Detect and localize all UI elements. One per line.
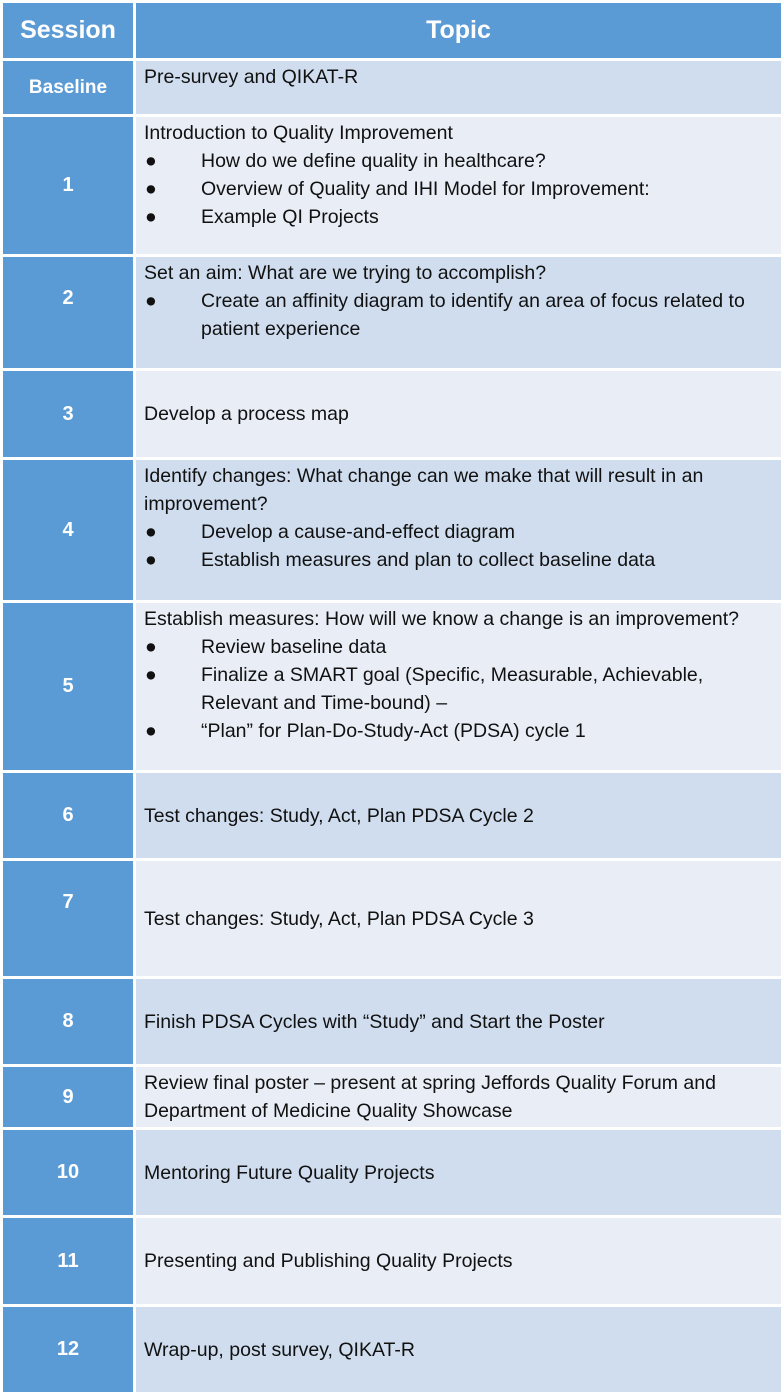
topic-cell: [135, 60, 783, 116]
session-cell: 4: [2, 459, 135, 602]
topic-cell: [135, 116, 783, 256]
topic-cell: [135, 1217, 783, 1306]
header-row: [2, 2, 783, 60]
table-row: [2, 1129, 783, 1217]
topic-title: Identify changes: What change can we make that will result in an improvement?: [144, 465, 704, 515]
table-row: [2, 60, 783, 116]
session-cell: 7: [2, 860, 135, 978]
session-cell: 8: [2, 978, 135, 1066]
session-cell: 2: [2, 256, 135, 370]
topic-cell: [135, 602, 783, 772]
table-row: [2, 1306, 783, 1394]
bullet-icon: ●: [145, 720, 157, 742]
session-cell: 9: [2, 1066, 135, 1129]
bullet-icon: ●: [145, 150, 157, 172]
session-cell: 12: [2, 1306, 135, 1394]
bullet-item: ● Overview of Quality and IHI Model for Improvement:: [144, 175, 773, 203]
topic-title: Introduction to Quality Improvement: [144, 122, 453, 144]
session-cell: 5: [2, 602, 135, 772]
table-row: [2, 256, 783, 370]
bullet-icon: ●: [145, 521, 157, 543]
bullet-item: ● “Plan” for Plan-Do-Study-Act (PDSA) cycle 1: [144, 717, 773, 745]
topic-cell: [135, 860, 783, 978]
table-row: [2, 116, 783, 256]
session-cell: 10: [2, 1129, 135, 1217]
table-row: [2, 459, 783, 602]
table-row: [2, 602, 783, 772]
topic-title: Establish measures: How will we know a change is an improvement?: [144, 608, 740, 630]
topic-cell: [135, 459, 783, 602]
topic-title: Wrap-up, post survey, QIKAT-R: [144, 1338, 415, 1361]
table-row: [2, 1066, 783, 1129]
topic-title: Test changes: Study, Act, Plan PDSA Cycle 2: [144, 804, 534, 827]
topic-cell: [135, 1066, 783, 1129]
table-row: [2, 772, 783, 860]
topic-cell: [135, 978, 783, 1066]
table-row: [2, 370, 783, 459]
topic-cell: [135, 1306, 783, 1394]
bullet-icon: ●: [145, 290, 157, 312]
bullet-item: ● Review baseline data: [144, 633, 773, 661]
topic-title: Set an aim: What are we trying to accomplish?: [144, 262, 547, 284]
bullet-item: ● Finalize a SMART goal (Specific, Measurable, Achievable, Relevant and Time-bound) –: [144, 661, 773, 717]
topic-cell: [135, 370, 783, 459]
topic-title: Test changes: Study, Act, Plan PDSA Cycle 3: [144, 907, 534, 930]
topic-cell: [135, 1129, 783, 1217]
topic-title: Pre-survey and QIKAT-R: [144, 66, 359, 88]
bullet-item: ● How do we define quality in healthcare?: [144, 147, 773, 175]
table-row: [2, 978, 783, 1066]
session-cell: 6: [2, 772, 135, 860]
topic-title: Review final poster – present at spring Jeffords Quality Forum and Department of Medicine Quality Showcase: [144, 1072, 716, 1122]
header-session: Session: [2, 2, 135, 60]
topic-title: Mentoring Future Quality Projects: [144, 1161, 435, 1184]
session-cell: 1: [2, 116, 135, 256]
session-cell: 3: [2, 370, 135, 459]
topic-cell: [135, 256, 783, 370]
table-row: [2, 860, 783, 978]
header-topic: Topic: [135, 2, 783, 60]
topic-title: Develop a process map: [144, 403, 349, 425]
bullet-icon: ●: [145, 549, 157, 571]
session-cell: 11: [2, 1217, 135, 1306]
table-row: [2, 1217, 783, 1306]
bullet-icon: ●: [145, 636, 157, 658]
session-cell: Baseline: [2, 60, 135, 116]
bullet-item: ● Establish measures and plan to collect baseline data: [144, 546, 773, 574]
bullet-icon: ●: [145, 206, 157, 228]
topic-cell: [135, 772, 783, 860]
bullet-icon: ●: [145, 178, 157, 200]
bullet-item: ● Create an affinity diagram to identify an area of focus related to patient experience: [144, 287, 773, 343]
bullet-item: ● Example QI Projects: [144, 203, 773, 231]
topic-title: Presenting and Publishing Quality Projects: [144, 1250, 513, 1272]
bullet-item: ● Develop a cause-and-effect diagram: [144, 518, 773, 546]
topic-title: Finish PDSA Cycles with “Study” and Start the Poster: [144, 1010, 605, 1033]
bullet-icon: ●: [145, 664, 157, 686]
